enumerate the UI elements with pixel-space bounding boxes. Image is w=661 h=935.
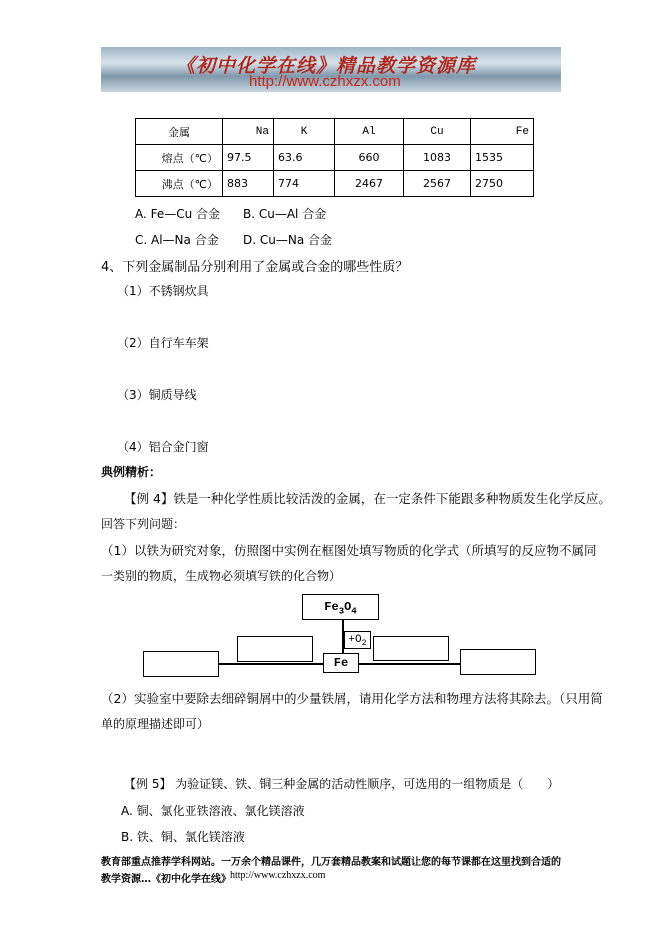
example-4-part1: （1）以铁为研究对象，仿照图中实例在框图处填写物质的化学式（所填写的反应物不属同: [101, 543, 597, 558]
option-d: D. Cu—Na 合金: [243, 233, 332, 247]
option-a: A. Fe—Cu 合金: [135, 207, 221, 221]
banner-title: 《初中化学在线》精品教学资源库: [176, 55, 477, 77]
question-4-item: （3）铜质导线: [117, 388, 197, 402]
example-4-part1: 一类别的物质，生成物必须填写铁的化合物）: [101, 569, 342, 583]
arrow-right: [359, 663, 460, 665]
table-cell: 660: [335, 145, 404, 171]
table-row: [136, 171, 534, 197]
example-4-text: 【例 4】铁是一种化学性质比较活泼的金属，在一定条件下能跟多种物质发生化学反应。: [124, 491, 611, 506]
table-cell: 2467: [335, 171, 404, 197]
table-cell: Fe: [471, 119, 534, 145]
table-cell: 1083: [404, 145, 471, 171]
section-heading: 典例精析：: [101, 465, 162, 479]
example-5-option-b: B. 铁、铜、氯化镁溶液: [121, 830, 245, 844]
blank-box[interactable]: [237, 636, 313, 662]
example-5-question: 【例 5】 为验证镁、铁、铜三种金属的活动性顺序，可选用的一组物质是（ ）: [124, 777, 560, 791]
table-cell: 774: [274, 171, 335, 197]
table-cell: 熔点（℃）: [136, 145, 223, 171]
example-5-option-a: A. 铜、氯化亚铁溶液、氯化镁溶液: [121, 804, 305, 818]
table-cell: 1535: [471, 145, 534, 171]
example-4-text: 回答下列问题：: [101, 517, 186, 531]
table-header-row: [136, 119, 534, 145]
example-4-part2: （2）实验室中要除去细碎铜屑中的少量铁屑，请用化学方法和物理方法将其除去。（只用简: [101, 691, 603, 706]
footer-link[interactable]: http://www.czhxzx.com: [230, 870, 326, 881]
question-4-title: 4、下列金属制品分别利用了金属或合金的哪些性质？: [101, 260, 409, 275]
banner-image: [101, 47, 561, 92]
reactant-formula: $+O_2$: [348, 634, 367, 649]
blank-box[interactable]: [460, 649, 536, 675]
example-4-part2: 单的原理描述即可）: [101, 717, 210, 731]
product-formula: $Fe_3O_4$: [324, 600, 357, 617]
table-cell: 沸点（℃）: [136, 171, 223, 197]
table-cell: 金属: [136, 119, 223, 145]
blank-box[interactable]: [143, 651, 219, 677]
product-box: [302, 594, 379, 620]
question-4-item: （1）不锈钢炊具: [117, 284, 209, 298]
fe-box: [323, 653, 359, 673]
table-cell: 63.6: [274, 145, 335, 171]
question-4-item: （4）铝合金门窗: [117, 440, 209, 454]
question-4-item: （2）自行车车架: [117, 336, 209, 350]
table-cell: Cu: [404, 119, 471, 145]
table-cell: 97.5: [223, 145, 274, 171]
option-b: B. Cu—Al 合金: [243, 207, 327, 221]
banner-url: http://www.czhxzx.com: [249, 73, 401, 90]
table-cell: 2750: [471, 171, 534, 197]
table-cell: Na: [223, 119, 274, 145]
option-c: C. Al—Na 合金: [135, 233, 219, 247]
center-formula: Fe: [333, 656, 349, 670]
arrow-left: [219, 663, 323, 665]
footer-text: 教学资源…《初中化学在线》: [101, 874, 231, 885]
metal-properties-table: [135, 118, 534, 197]
reactant-box: [344, 631, 371, 649]
table-row: [136, 145, 534, 171]
table-cell: 883: [223, 171, 274, 197]
blank-box[interactable]: [373, 636, 449, 661]
table-cell: 2567: [404, 171, 471, 197]
table-cell: Al: [335, 119, 404, 145]
footer-text: 教育部重点推荐学科网站。一万余个精品课件，几万套精品教案和试题让您的每节课都在这里找到合适的: [101, 857, 561, 868]
table-cell: K: [274, 119, 335, 145]
